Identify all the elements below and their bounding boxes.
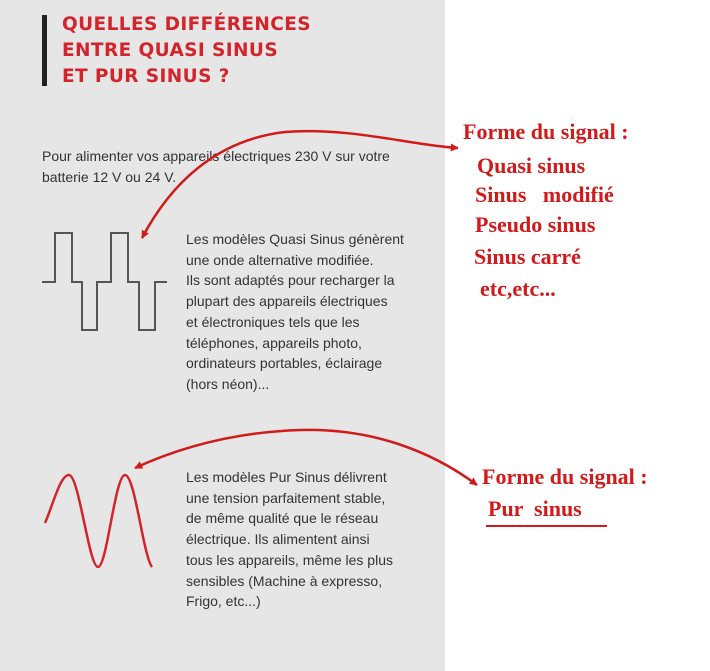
pur-line: sensibles (Machine à expresso, — [186, 572, 383, 589]
annotation-arrow-top — [142, 131, 458, 238]
annotation-value-pur-sinus: Pur sinus — [488, 496, 582, 521]
quasi-line: et électroniques tels que les — [186, 313, 360, 330]
annotation-item: Sinus modifié — [475, 182, 614, 207]
sine-wave-icon — [45, 475, 152, 567]
quasi-line: ordinateurs portables, éclairage — [186, 355, 383, 372]
quasi-line: téléphones, appareils photo, — [186, 334, 362, 351]
square-wave-icon — [42, 233, 167, 330]
pur-line: de même qualité que le réseau — [186, 510, 379, 527]
intro-line: Pour alimenter vos appareils électriques 230 V sur votre — [42, 148, 390, 164]
pur-line: Frigo, etc...) — [186, 593, 261, 610]
annotation-item: Pseudo sinus — [475, 212, 596, 237]
quasi-line: une onde alternative modifiée. — [186, 251, 374, 268]
title-line: ET PUR SINUS ? — [62, 66, 230, 87]
intro-line: batterie 12 V ou 24 V. — [42, 168, 177, 185]
title-line: QUELLES DIFFÉRENCES — [62, 14, 312, 35]
pur-line: tous les appareils, même les plus — [186, 551, 393, 568]
annotation-item: etc,etc... — [480, 276, 556, 301]
quasi-line: Les modèles Quasi Sinus génèrent — [186, 231, 404, 247]
annotation-underline — [486, 525, 607, 527]
quasi-line: Ils sont adaptés pour recharger la — [186, 272, 395, 289]
quasi-line: (hors néon)... — [186, 375, 270, 392]
pur-line: électrique. Ils alimentent ainsi — [186, 531, 370, 548]
title-line: ENTRE QUASI SINUS — [62, 40, 279, 61]
annotation-arrow-bottom — [135, 430, 477, 485]
annotation-title-2: Forme du signal : — [482, 464, 648, 489]
annotation-title-1: Forme du signal : — [463, 119, 629, 144]
pur-line: Les modèles Pur Sinus délivrent — [186, 469, 387, 485]
quasi-line: plupart des appareils électriques — [186, 293, 388, 310]
annotation-item: Sinus carré — [474, 244, 581, 269]
pur-line: une tension parfaitement stable, — [186, 489, 386, 506]
annotation-item: Quasi sinus — [477, 153, 586, 178]
